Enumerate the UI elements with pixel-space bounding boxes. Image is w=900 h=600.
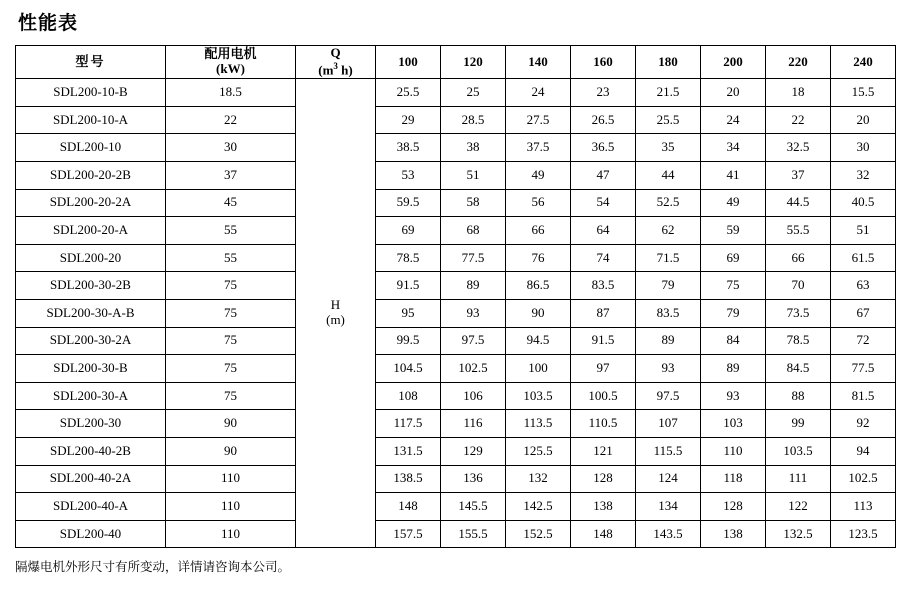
- cell-motor: 22: [166, 106, 296, 134]
- cell-head-160: 83.5: [571, 272, 636, 300]
- cell-head-140: 56: [506, 189, 571, 217]
- cell-model: SDL200-40-A: [16, 493, 166, 521]
- motor-header-line2: (kW): [216, 61, 245, 77]
- cell-head-240: 113: [831, 493, 896, 521]
- cell-head-160: 97: [571, 355, 636, 383]
- cell-head-240: 77.5: [831, 355, 896, 383]
- cell-head-120: 89: [441, 272, 506, 300]
- table-row: [16, 217, 896, 245]
- cell-head-180: 21.5: [636, 79, 701, 107]
- cell-head-120: 129: [441, 437, 506, 465]
- cell-head-220: 18: [766, 79, 831, 107]
- cell-model: SDL200-20-A: [16, 217, 166, 245]
- cell-head-200: 20: [701, 79, 766, 107]
- cell-motor: 75: [166, 382, 296, 410]
- cell-head-140: 37.5: [506, 134, 571, 162]
- table-row: [16, 355, 896, 383]
- cell-head-220: 73.5: [766, 299, 831, 327]
- cell-head-220: 78.5: [766, 327, 831, 355]
- cell-head-100: 78.5: [376, 244, 441, 272]
- cell-head-140: 76: [506, 244, 571, 272]
- cell-motor: 75: [166, 299, 296, 327]
- cell-head-100: 157.5: [376, 520, 441, 548]
- cell-head-120: 102.5: [441, 355, 506, 383]
- cell-head-240: 67: [831, 299, 896, 327]
- cell-head-180: 93: [636, 355, 701, 383]
- column-header-flow-220: 220: [766, 46, 831, 79]
- column-header-flow-symbol: [296, 46, 376, 79]
- cell-motor: 75: [166, 272, 296, 300]
- cell-head-160: 138: [571, 493, 636, 521]
- cell-motor: 75: [166, 327, 296, 355]
- cell-model: SDL200-40: [16, 520, 166, 548]
- cell-head-120: 97.5: [441, 327, 506, 355]
- cell-head-220: 99: [766, 410, 831, 438]
- table-row: [16, 520, 896, 548]
- head-symbol-cell: [296, 79, 376, 548]
- table-row: [16, 327, 896, 355]
- cell-model: SDL200-20-2B: [16, 161, 166, 189]
- cell-head-160: 23: [571, 79, 636, 107]
- cell-head-240: 72: [831, 327, 896, 355]
- cell-head-200: 93: [701, 382, 766, 410]
- cell-head-240: 30: [831, 134, 896, 162]
- cell-head-200: 110: [701, 437, 766, 465]
- cell-head-100: 29: [376, 106, 441, 134]
- cell-head-160: 64: [571, 217, 636, 245]
- cell-motor: 90: [166, 437, 296, 465]
- cell-head-240: 102.5: [831, 465, 896, 493]
- cell-head-160: 26.5: [571, 106, 636, 134]
- cell-model: SDL200-30-A: [16, 382, 166, 410]
- column-header-flow-140: 140: [506, 46, 571, 79]
- cell-head-160: 87: [571, 299, 636, 327]
- cell-head-140: 113.5: [506, 410, 571, 438]
- cell-head-140: 86.5: [506, 272, 571, 300]
- column-header-model: 型号: [16, 46, 166, 79]
- cell-head-140: 66: [506, 217, 571, 245]
- cell-head-200: 24: [701, 106, 766, 134]
- cell-head-220: 122: [766, 493, 831, 521]
- cell-model: SDL200-30-2B: [16, 272, 166, 300]
- cell-head-200: 128: [701, 493, 766, 521]
- cell-head-240: 15.5: [831, 79, 896, 107]
- table-row: [16, 79, 896, 107]
- table-row: [16, 382, 896, 410]
- cell-head-100: 131.5: [376, 437, 441, 465]
- cell-model: SDL200-30: [16, 410, 166, 438]
- cell-model: SDL200-30-2A: [16, 327, 166, 355]
- column-header-flow-240: 240: [831, 46, 896, 79]
- h-unit: (m): [326, 312, 345, 328]
- cell-head-180: 62: [636, 217, 701, 245]
- cell-motor: 110: [166, 465, 296, 493]
- cell-head-100: 53: [376, 161, 441, 189]
- cell-head-140: 49: [506, 161, 571, 189]
- table-row: [16, 161, 896, 189]
- cell-head-200: 79: [701, 299, 766, 327]
- cell-head-100: 25.5: [376, 79, 441, 107]
- cell-head-180: 115.5: [636, 437, 701, 465]
- cell-head-140: 125.5: [506, 437, 571, 465]
- table-row: [16, 272, 896, 300]
- cell-head-220: 32.5: [766, 134, 831, 162]
- cell-head-200: 84: [701, 327, 766, 355]
- table-row: [16, 437, 896, 465]
- cell-head-160: 47: [571, 161, 636, 189]
- cell-head-120: 51: [441, 161, 506, 189]
- q-unit-pre: (m: [318, 62, 334, 78]
- cell-model: SDL200-10-A: [16, 106, 166, 134]
- cell-model: SDL200-30-A-B: [16, 299, 166, 327]
- column-header-motor: [166, 46, 296, 79]
- cell-head-200: 89: [701, 355, 766, 383]
- cell-head-180: 44: [636, 161, 701, 189]
- cell-head-140: 24: [506, 79, 571, 107]
- cell-head-220: 111: [766, 465, 831, 493]
- cell-head-120: 145.5: [441, 493, 506, 521]
- cell-head-220: 37: [766, 161, 831, 189]
- cell-head-120: 68: [441, 217, 506, 245]
- cell-head-240: 123.5: [831, 520, 896, 548]
- cell-head-180: 97.5: [636, 382, 701, 410]
- cell-head-100: 59.5: [376, 189, 441, 217]
- cell-head-120: 106: [441, 382, 506, 410]
- cell-motor: 55: [166, 217, 296, 245]
- cell-head-240: 20: [831, 106, 896, 134]
- cell-head-180: 143.5: [636, 520, 701, 548]
- cell-head-140: 100: [506, 355, 571, 383]
- cell-head-180: 124: [636, 465, 701, 493]
- cell-head-180: 52.5: [636, 189, 701, 217]
- cell-motor: 110: [166, 520, 296, 548]
- cell-head-140: 152.5: [506, 520, 571, 548]
- cell-head-180: 35: [636, 134, 701, 162]
- cell-head-220: 44.5: [766, 189, 831, 217]
- cell-head-120: 93: [441, 299, 506, 327]
- cell-model: SDL200-20-2A: [16, 189, 166, 217]
- cell-motor: 37: [166, 161, 296, 189]
- q-unit: [296, 61, 375, 78]
- cell-motor: 55: [166, 244, 296, 272]
- cell-model: SDL200-10: [16, 134, 166, 162]
- cell-head-200: 34: [701, 134, 766, 162]
- cell-motor: 30: [166, 134, 296, 162]
- cell-motor: 18.5: [166, 79, 296, 107]
- cell-head-100: 148: [376, 493, 441, 521]
- cell-head-100: 138.5: [376, 465, 441, 493]
- cell-head-200: 59: [701, 217, 766, 245]
- cell-head-100: 117.5: [376, 410, 441, 438]
- cell-head-240: 81.5: [831, 382, 896, 410]
- cell-head-220: 88: [766, 382, 831, 410]
- cell-head-100: 99.5: [376, 327, 441, 355]
- cell-head-160: 91.5: [571, 327, 636, 355]
- cell-head-180: 79: [636, 272, 701, 300]
- cell-head-240: 63: [831, 272, 896, 300]
- cell-head-180: 89: [636, 327, 701, 355]
- h-symbol: H: [330, 297, 341, 313]
- q-unit-sup: 3: [333, 60, 338, 71]
- table-row: [16, 189, 896, 217]
- cell-model: SDL200-30-B: [16, 355, 166, 383]
- cell-head-200: 103: [701, 410, 766, 438]
- cell-head-240: 51: [831, 217, 896, 245]
- cell-head-220: 55.5: [766, 217, 831, 245]
- cell-head-120: 58: [441, 189, 506, 217]
- cell-head-200: 75: [701, 272, 766, 300]
- cell-motor: 90: [166, 410, 296, 438]
- cell-head-100: 91.5: [376, 272, 441, 300]
- column-header-flow-200: 200: [701, 46, 766, 79]
- cell-head-160: 110.5: [571, 410, 636, 438]
- table-row: [16, 410, 896, 438]
- cell-model: SDL200-10-B: [16, 79, 166, 107]
- cell-motor: 45: [166, 189, 296, 217]
- table-header-row: [16, 46, 896, 79]
- cell-head-160: 100.5: [571, 382, 636, 410]
- cell-motor: 75: [166, 355, 296, 383]
- cell-head-100: 104.5: [376, 355, 441, 383]
- cell-head-220: 103.5: [766, 437, 831, 465]
- cell-head-140: 132: [506, 465, 571, 493]
- cell-head-120: 77.5: [441, 244, 506, 272]
- cell-head-100: 69: [376, 217, 441, 245]
- cell-head-120: 155.5: [441, 520, 506, 548]
- cell-head-120: 116: [441, 410, 506, 438]
- cell-head-160: 148: [571, 520, 636, 548]
- q-unit-post: h): [337, 62, 353, 78]
- document-page: [0, 8, 900, 600]
- cell-head-120: 38: [441, 134, 506, 162]
- cell-head-100: 38.5: [376, 134, 441, 162]
- cell-head-200: 49: [701, 189, 766, 217]
- motor-header-line1: 配用电机: [204, 46, 257, 62]
- table-row: [16, 134, 896, 162]
- cell-model: SDL200-40-2A: [16, 465, 166, 493]
- cell-head-160: 128: [571, 465, 636, 493]
- cell-head-220: 22: [766, 106, 831, 134]
- cell-head-220: 70: [766, 272, 831, 300]
- cell-head-140: 94.5: [506, 327, 571, 355]
- cell-head-120: 25: [441, 79, 506, 107]
- cell-head-240: 92: [831, 410, 896, 438]
- table-row: [16, 493, 896, 521]
- cell-head-100: 108: [376, 382, 441, 410]
- cell-head-200: 41: [701, 161, 766, 189]
- cell-head-140: 103.5: [506, 382, 571, 410]
- cell-head-180: 107: [636, 410, 701, 438]
- cell-head-160: 54: [571, 189, 636, 217]
- cell-head-240: 61.5: [831, 244, 896, 272]
- performance-table: [15, 45, 896, 548]
- cell-head-200: 118: [701, 465, 766, 493]
- cell-head-180: 83.5: [636, 299, 701, 327]
- column-header-flow-100: 100: [376, 46, 441, 79]
- table-row: [16, 299, 896, 327]
- cell-model: SDL200-40-2B: [16, 437, 166, 465]
- footnote: 隔爆电机外形尺寸有所变动，详情请咨询本公司。: [15, 560, 291, 575]
- table-row: [16, 244, 896, 272]
- cell-head-220: 84.5: [766, 355, 831, 383]
- column-header-flow-160: 160: [571, 46, 636, 79]
- cell-head-100: 95: [376, 299, 441, 327]
- q-symbol: Q: [330, 45, 341, 60]
- cell-motor: 110: [166, 493, 296, 521]
- cell-head-240: 32: [831, 161, 896, 189]
- cell-head-160: 121: [571, 437, 636, 465]
- table-row: [16, 106, 896, 134]
- cell-head-220: 132.5: [766, 520, 831, 548]
- cell-head-140: 90: [506, 299, 571, 327]
- cell-head-200: 138: [701, 520, 766, 548]
- cell-model: SDL200-20: [16, 244, 166, 272]
- page-title: 性能表: [18, 13, 79, 34]
- cell-head-180: 25.5: [636, 106, 701, 134]
- cell-head-120: 28.5: [441, 106, 506, 134]
- column-header-flow-120: 120: [441, 46, 506, 79]
- cell-head-140: 27.5: [506, 106, 571, 134]
- cell-head-240: 94: [831, 437, 896, 465]
- cell-head-120: 136: [441, 465, 506, 493]
- cell-head-220: 66: [766, 244, 831, 272]
- cell-head-240: 40.5: [831, 189, 896, 217]
- cell-head-160: 36.5: [571, 134, 636, 162]
- cell-head-160: 74: [571, 244, 636, 272]
- cell-head-180: 134: [636, 493, 701, 521]
- cell-head-200: 69: [701, 244, 766, 272]
- table-row: [16, 465, 896, 493]
- cell-head-140: 142.5: [506, 493, 571, 521]
- cell-head-180: 71.5: [636, 244, 701, 272]
- column-header-flow-180: 180: [636, 46, 701, 79]
